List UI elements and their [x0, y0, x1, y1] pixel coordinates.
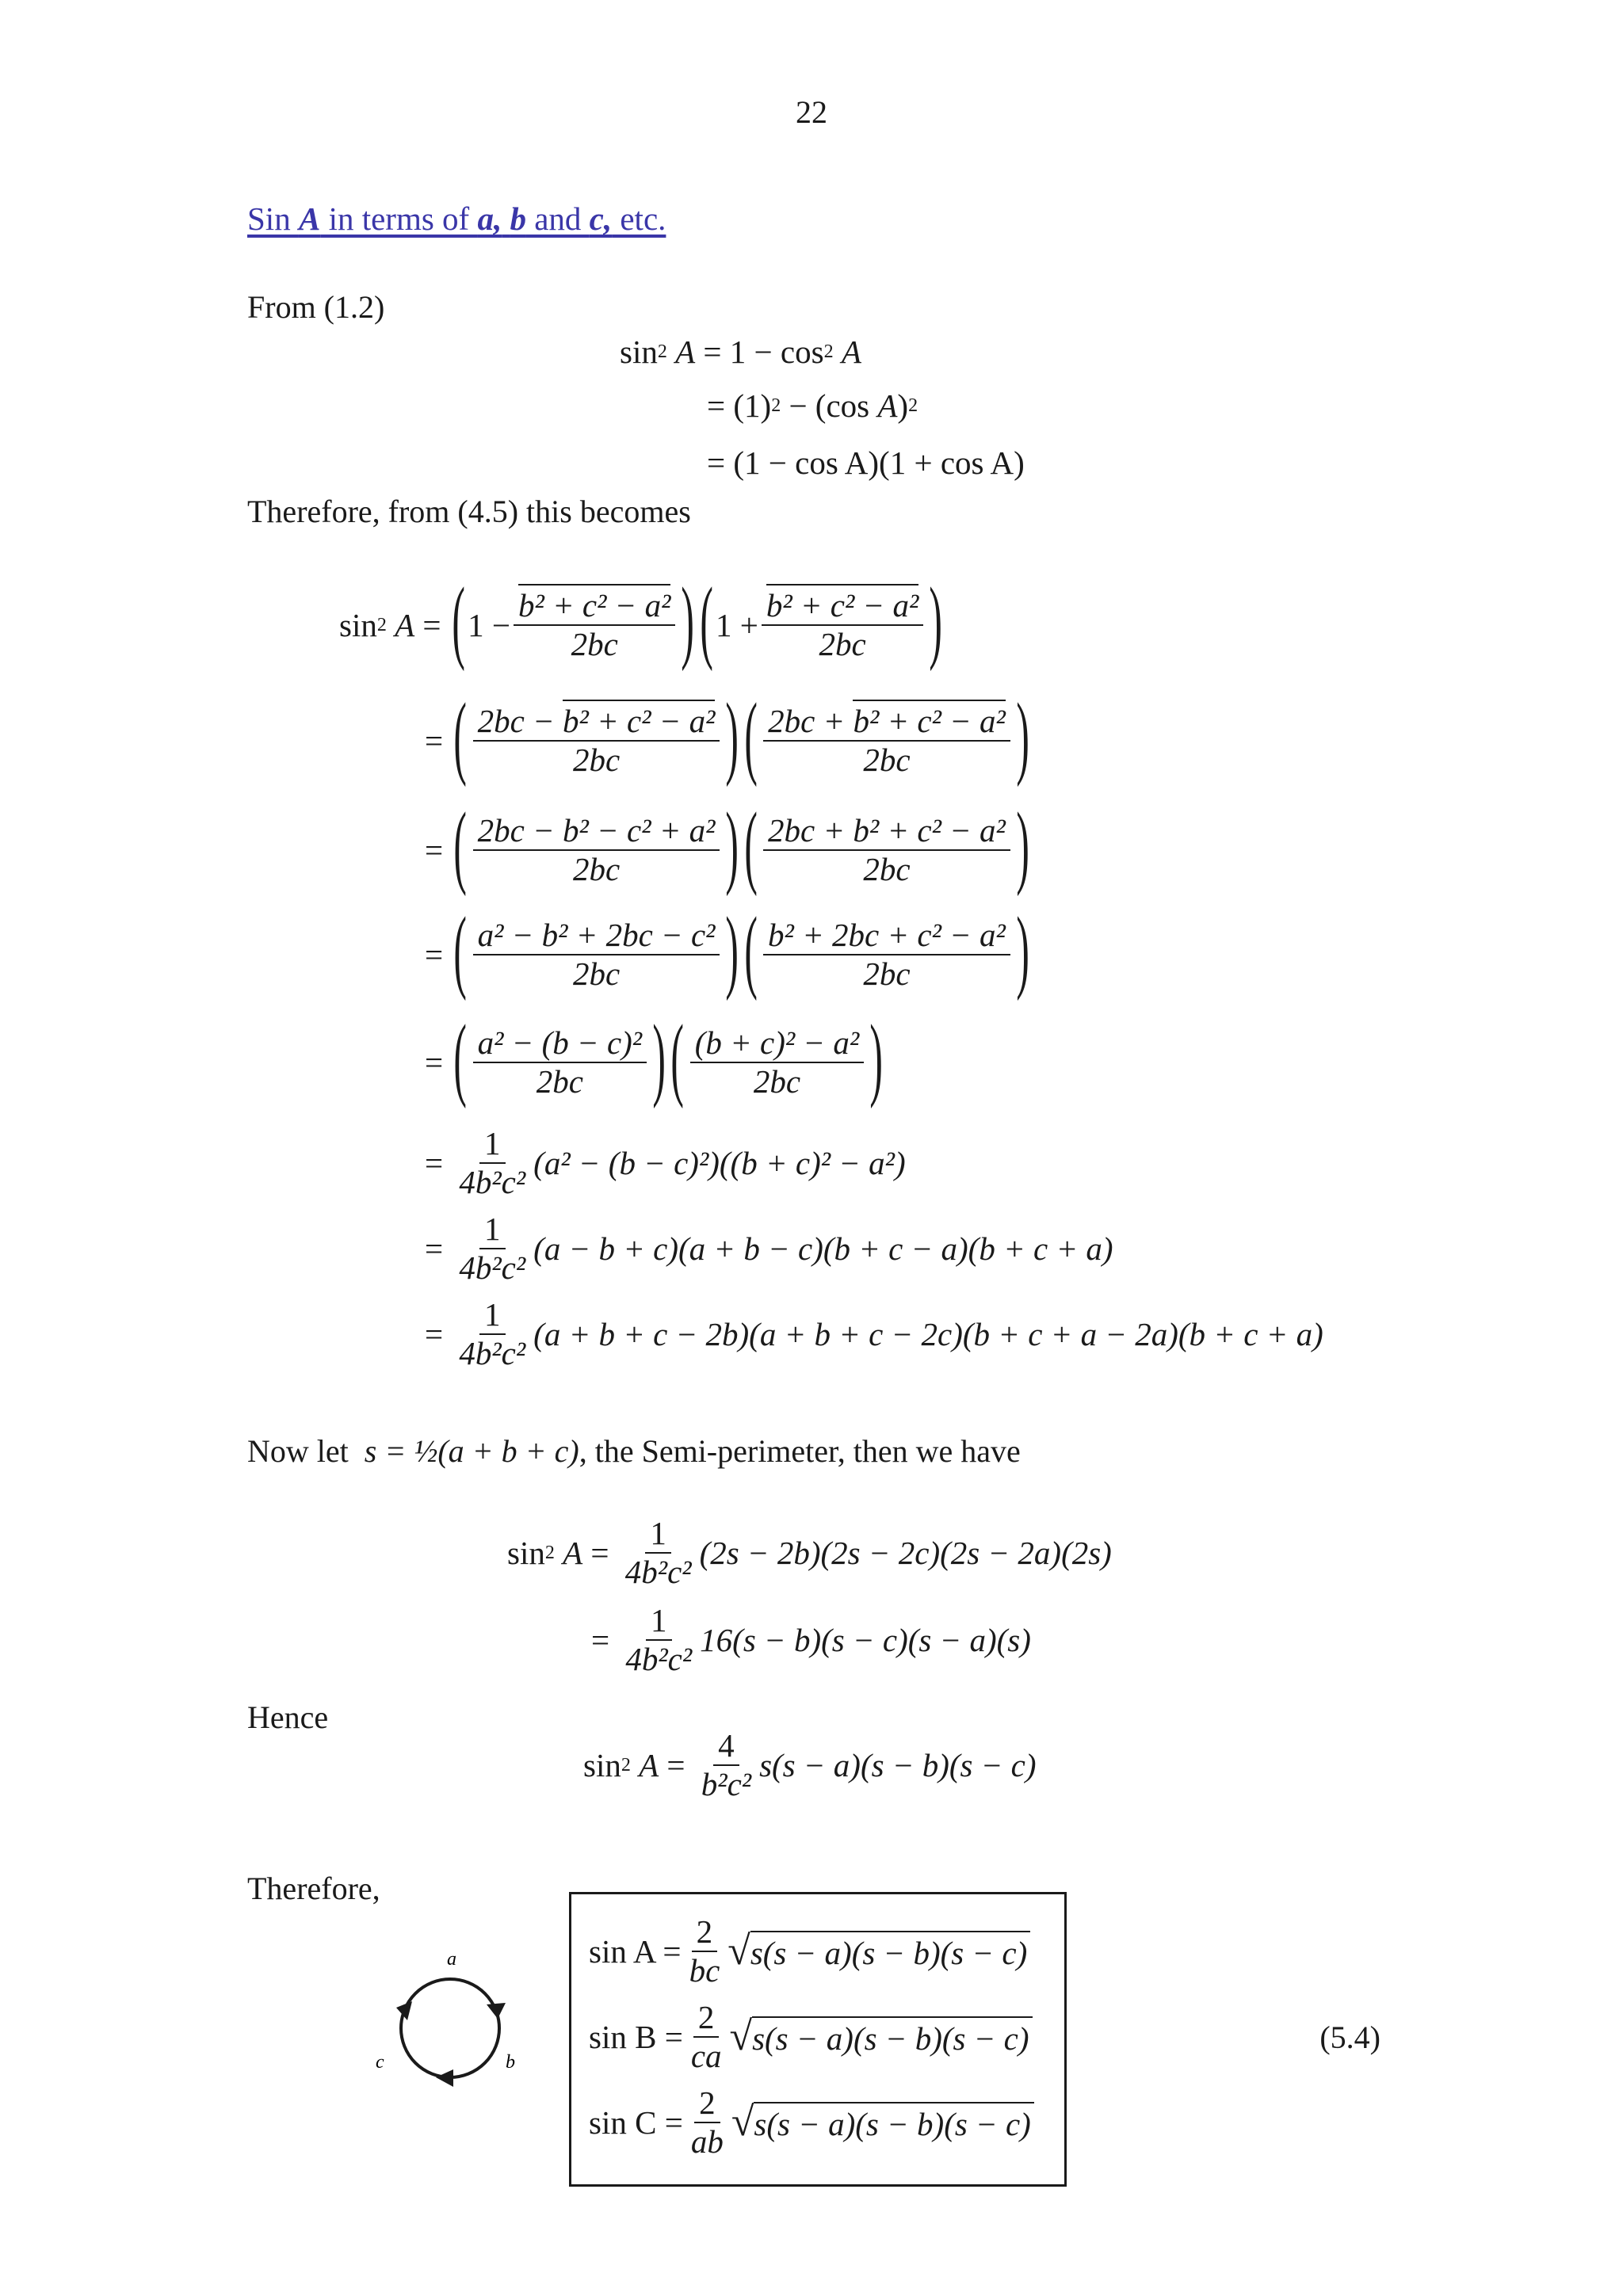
- arrow-head-icon: [487, 2003, 506, 2019]
- s-row-2: = $\frac{1}{\text{4b²c²}}$ 16(s − b)(s − c)(s − a)(s): [591, 1602, 1031, 1678]
- therefore-from-text: Therefore, from (4.5) this becomes: [247, 494, 691, 529]
- page-number: 22: [796, 94, 827, 130]
- hence-equation: sin 2 A = $\frac{4}{\text{b²c²}}$ s(s − a)(s − b)(s − c): [583, 1727, 1037, 1803]
- equation-number: (5.4): [1319, 2019, 1381, 2055]
- cyclic-diagram: [371, 1949, 529, 2107]
- now-let-line: Now let s = ½(a + b + c), the Semi-perimeter, then we have: [247, 1433, 1021, 1469]
- label-b: b: [506, 2052, 515, 2073]
- derivation-row-2: = ( $\frac{\text{2bc − b² + c² − a²}}{2bc}$ ) ( $\frac{\text{2bc + b² + c² − a²}}{2bc}$ ): [425, 684, 1029, 788]
- derivation-row-7: = $\frac{1}{\text{4b²c²}}$ (a − b + c)(a + b − c)(b + c − a)(b + c + a): [425, 1211, 1113, 1287]
- therefore-text: Therefore,: [247, 1871, 380, 1906]
- derivation-row-3: = ( $\frac{\text{2bc − b² − c² + a²}}{2bc}$ ) ( $\frac{\text{2bc + b² + c² − a²}}{2bc}$ ): [425, 793, 1029, 897]
- derivation-row-5: = ( $\frac{\text{a² − (b − c)²}}{2bc}$ ) ( $\frac{\text{(b + c)² − a²}}{2bc}$ ): [425, 1005, 884, 1109]
- derivation-row-6: = $\frac{1}{\text{4b²c²}}$ (a² − (b − c)²)((b + c)² − a²): [425, 1125, 906, 1201]
- identity-line-1: sin 2 A = 1 − cos 2 A: [620, 334, 861, 370]
- result-box: [569, 1892, 1067, 2187]
- identity-line-2: = (1) 2 − (cos A ) 2: [707, 387, 918, 424]
- s-row-1: sin 2 A = $\frac{1}{\text{4b²c²}}$ (2s − 2b)(2s − 2c)(2s − 2a)(2s): [507, 1515, 1112, 1591]
- derivation-row-1: sin 2 A = ( 1 − $\frac{\text{b² + c² − a²}}{2bc}$ ) ( 1 + $\frac{\text{b² + c² − a²}}{2bc}$ ): [339, 568, 943, 672]
- section-heading: Sin A in terms of a, b and c, etc.: [247, 200, 666, 237]
- label-c: c: [376, 2052, 384, 2073]
- from-text: From (1.2): [247, 289, 385, 325]
- identity-line-3: = (1 − cos A)(1 + cos A): [707, 444, 1025, 481]
- sin-a-formula: sin A = $\frac{2}{bc}$ √ s(s − a)(s − b)(s − c): [589, 1913, 1030, 1989]
- arrow-head-icon: [396, 2001, 412, 2020]
- arrow-head-icon: [436, 2069, 453, 2087]
- derivation-row-4: = ( $\frac{\text{a² − b² + 2bc − c²}}{2bc}$ ) ( $\frac{\text{b² + 2bc + c² − a²}}{2bc}$ ): [425, 898, 1029, 1001]
- label-a: a: [447, 1949, 456, 1970]
- sin-b-formula: sin B = $\frac{2}{ca}$ √ s(s − a)(s − b)(s − c): [589, 1999, 1033, 2075]
- derivation-row-8: = $\frac{1}{\text{4b²c²}}$ (a + b + c − 2b)(a + b + c − 2c)(b + c + a − 2a)(b + c + a): [425, 1296, 1323, 1372]
- sin-c-formula: sin C = $\frac{2}{ab}$ √ s(s − a)(s − b)(s − c): [589, 2084, 1034, 2161]
- hence-text: Hence: [247, 1699, 329, 1735]
